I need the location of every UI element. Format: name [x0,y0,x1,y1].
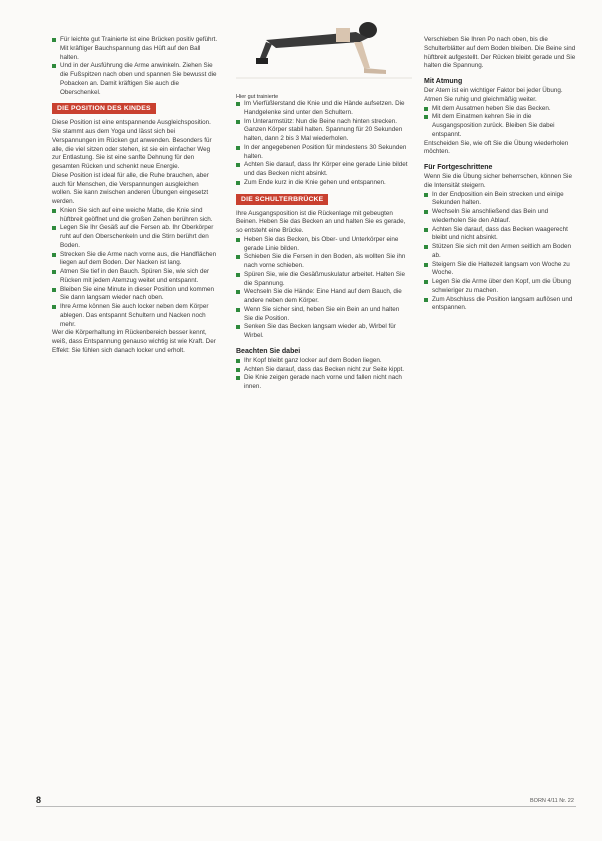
photo-credit [411,10,418,90]
paragraph: Ihre Ausgangsposition ist die Rückenlage mit gebeugten Beinen. Heben Sie das Becken an und halten Sie es gerade, so entsteht eine Brücke. [236,209,406,234]
footer-divider [36,806,576,807]
page-number: 8 [36,795,42,805]
column-left [52,36,220,816]
section-label: DIE SCHULTERBRÜCKE [236,194,328,205]
list-item: Ihr Kopf bleibt ganz locker auf dem Boden liegen. [236,357,410,366]
plank-exercise-photo [236,8,412,88]
breathing-list [424,105,576,140]
list-item: Steigern Sie die Haltezeit langsam von Woche zu Woche. [424,261,576,279]
list-item: Zum Ende kurz in die Knie gehen und entspannen. [236,179,410,188]
column-middle [236,100,410,816]
list-item: Senken Sie das Becken langsam wieder ab, Wirbel für Wirbel. [236,323,410,341]
paragraph: Diese Position ist eine entspannende Ausgleichsposition. Sie stammt aus dem Yoga und lässt sich bei Verspannungen im Rücken gut anwenden. Besonders für alle, die viel sitzen oder stehen, ist sie ein einfacher Weg zur Entlastung. Sie ist eine sanfte Dehnung für den gesamten Rücken und schenkt neue Energie. [52,119,212,170]
intro-bullet-list [236,100,410,188]
paragraph: Verschieben Sie Ihren Po nach oben, bis die Schulterblätter auf dem Boden bleiben. Die Beine sind hüftbreit aufgestellt. Der Rücken bleibt gerade und Sie halten die Spannung. [424,36,576,70]
magazine-issue: BORN 4/11 Nr. 22 [530,798,574,804]
list-item: Die Knie zeigen gerade nach vorne und fallen nicht nach innen. [236,374,410,392]
list-item: In der angegebenen Position für mindestens 30 Sekunden halten. [236,144,410,162]
list-item: Wechseln Sie anschließend das Bein und wiederholen Sie den Ablauf. [424,208,576,226]
list-item: Achten Sie darauf, dass Ihr Körper eine gerade Linie bildet und das Becken nicht absinkt. [236,161,410,179]
paragraph: Entscheiden Sie, wie oft Sie die Übung wiederholen möchten. [424,139,569,156]
list-item: Atmen Sie tief in den Bauch. Spüren Sie, wie sich der Rücken mit jedem Atemzug weitet und entspannt. [52,268,220,286]
sub-heading: Beachten Sie dabei [236,347,301,355]
top-bullet-list [52,36,220,97]
list-item: Achten Sie darauf, dass das Becken nicht zur Seite kippt. [236,366,410,375]
list-item: Ihre Arme können Sie auch locker neben dem Körper ablegen. Das entspannt Schultern und Nacken noch mehr. [52,303,220,329]
list-item: Mit dem Ausatmen heben Sie das Becken. [424,105,576,114]
list-item: Spüren Sie, wie die Gesäßmuskulatur arbeitet. Halten Sie die Spannung. [236,271,410,289]
list-item: Bleiben Sie eine Minute in dieser Position und kommen Sie dann langsam wieder nach oben. [52,286,220,304]
list-item: Im Vierfüßlerstand die Knie und die Hände aufsetzen. Die Handgelenke sind unter den Schultern. [236,100,410,118]
list-item: Legen Sie Ihr Gesäß auf die Fersen ab. Ihr Oberkörper ruht auf den Oberschenkeln und die Stirn berührt den Boden. [52,224,220,250]
photo-caption: Hier gut trainierte [236,94,279,100]
paragraph: Wenn Sie die Übung sicher beherrschen, können Sie die Intensität steigern. [424,173,572,189]
list-item: Und in der Ausführung die Arme anwinkeln. Ziehen Sie die Fußspitzen nach oben und spannen Sie bewusst die Pobacken an. Damit kräftigen Sie auch die Oberschenkel. [52,62,220,97]
list-item: Zum Abschluss die Position langsam auflösen und entspannen. [424,296,576,314]
paragraph: Wer die Körperhaltung im Rückenbereich besser kennt, weiß, dass Entspannung genauso wichtig ist wie Kraft. Der Effekt: Sie fühlen sich danach locker und erholt. [52,329,216,354]
bullet-list [52,207,220,330]
advanced-list [424,191,576,314]
sub-heading: Mit Atmung [424,78,463,85]
list-item: Stützen Sie sich mit den Armen seitlich am Boden ab. [424,243,576,261]
list-item: Achten Sie darauf, dass das Becken waagerecht bleibt und nicht absinkt. [424,226,576,244]
list-item: Wenn Sie sicher sind, heben Sie ein Bein an und halten Sie die Position. [236,306,410,324]
section-label: DIE POSITION DES KINDES [52,103,156,114]
list-item: Heben Sie das Becken, bis Ober- und Unterkörper eine gerade Linie bilden. [236,236,410,254]
list-item: Wechseln Sie die Hände: Eine Hand auf dem Bauch, die andere neben dem Körper. [236,288,410,306]
bullet-list [236,236,410,341]
list-item: Legen Sie die Arme über den Kopf, um die Übung schwieriger zu machen. [424,278,576,296]
list-item: Knien Sie sich auf eine weiche Matte, die Knie sind hüftbreit geöffnet und die großen Zehen berühren sich. [52,207,220,225]
list-item: Strecken Sie die Arme nach vorne aus, die Handflächen liegen auf dem Boden. Der Nacken ist lang. [52,251,220,269]
sub-heading: Für Fortgeschrittene [424,164,493,171]
list-item: Im Unterarmstütz: Nun die Beine nach hinten strecken. Ganzen Körper stabil halten. Spannung für 20 Sekunden halten, dann 2 bis 3 Mal wiederholen. [236,118,410,144]
list-item: Für leichte gut Trainierte ist eine Brücken positiv geführt. Mit kräftiger Bauchspannung das Hüft auf den Ball halten. [52,36,220,62]
paragraph: Diese Position ist ideal für alle, die Ruhe brauchen, aber auch für Menschen, die Verspannungen ausgleichen wollen. Sie kann zwischen anderen Übungen eingesetzt werden. [52,171,209,205]
column-right [424,36,576,816]
list-item: Schieben Sie die Fersen in den Boden, als wollten Sie ihn nach vorne schieben. [236,253,410,271]
attention-list [236,357,410,392]
paragraph: Der Atem ist ein wichtiger Faktor bei jeder Übung. Atmen Sie ruhig und gleichmäßig weiter. [424,87,563,103]
list-item: In der Endposition ein Bein strecken und einige Sekunden halten. [424,191,576,209]
list-item: Mit dem Einatmen kehren Sie in die Ausgangsposition zurück. Bleiben Sie dabei entspannt. [424,113,576,139]
